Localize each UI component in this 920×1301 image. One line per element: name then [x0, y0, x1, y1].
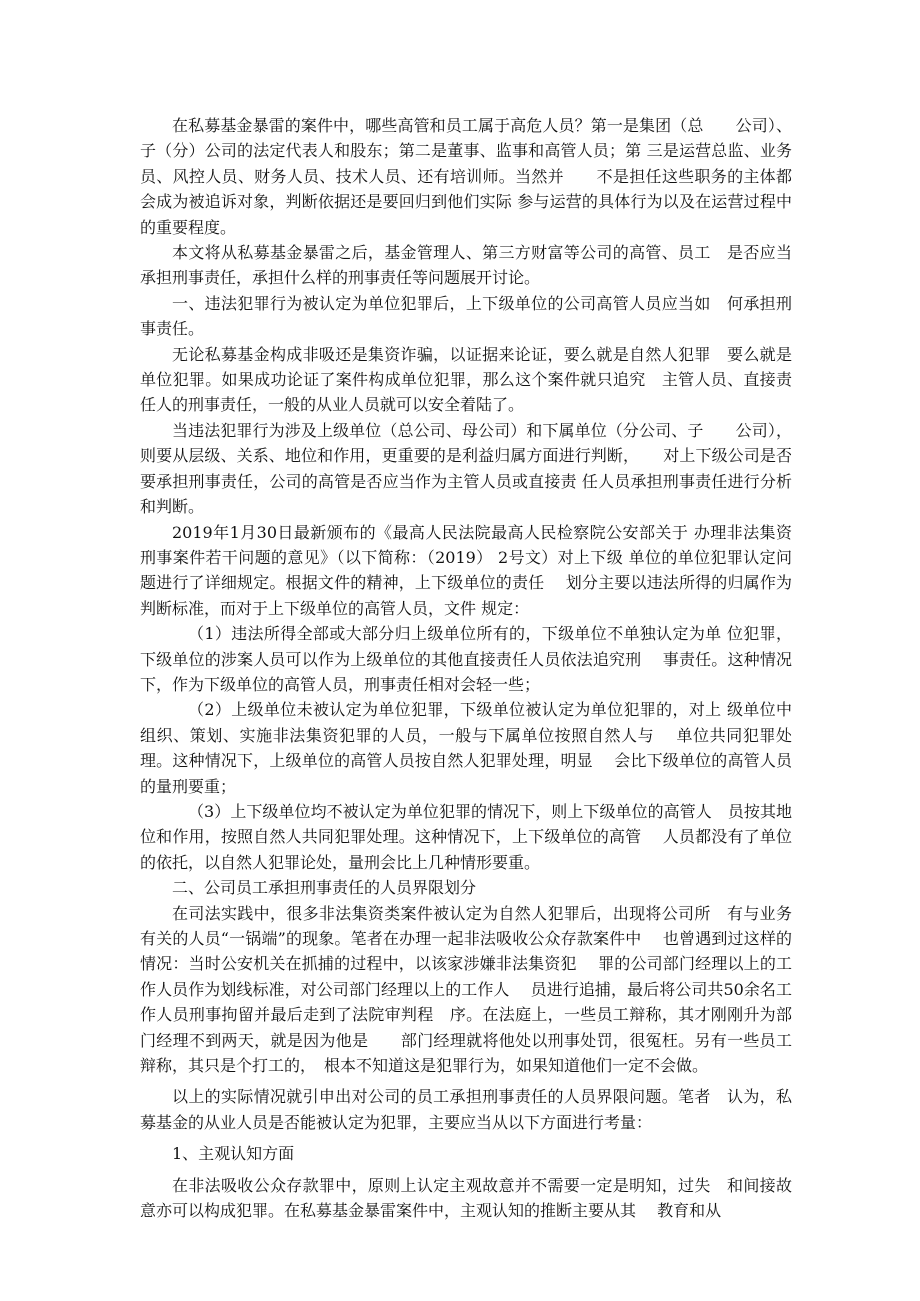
- list-item-2: （2）上级单位未被认定为单位犯罪，下级单位被认定为单位犯罪的，对上 级单位中组织、策划、实施非法集资犯罪的人员，一般与下属单位按照自然人与 单位共同犯罪处理。这种情况下，上级单位的高管人员按自然人犯罪处理，明显 会比下级单位的高管人员的量刑要重；: [140, 700, 792, 796]
- section-heading-1: 一、违法犯罪行为被认定为单位犯罪后，上下级单位的公司高管人员应当如 何承担刑事责任。: [140, 293, 792, 339]
- paragraph-2019-opinion: 2019年1月30日最新颁布的《最高人民法院最高人民检察院公安部关于 办理非法集资刑事案件若干问题的意见》（以下简称：（2019） 2号文）对上下级 单位的单位犯罪认定问题进行了详细规定。根据文件的精神，上下级单位的责任 划分主要以违法所得的归属作为判断标准，而对于上下级单位的高管人员，文件 规定：: [140, 522, 792, 618]
- paragraph-judicial-practice: 在司法实践中，很多非法集资类案件被认定为自然人犯罪后，出现将公司所 有与业务有关的人员“一锅端”的现象。笔者在办理一起非法吸收公众存款案件中 也曾遇到过这样的情况：当时公安机关在抓捕的过程中，以该家涉嫌非法集资犯 罪的公司部门经理以上的工作人员作为划线标准，对公司部门经理以上的工作人 员进行追捕，最后将公司共50余名工作人员刑事拘留并最后走到了法院审判程 序。在法庭上，一些员工辩称，其才刚刚升为部门经理不到两天，就是因为他是 部门经理就将他处以刑事处罚，很冤枉。另有一些员工辩称，其只是个打工的， 根本不知道这是犯罪行为，如果知道他们一定不会做。: [140, 903, 792, 1076]
- document-page: [140, 113, 792, 1223]
- paragraph-high-risk-personnel: 在私募基金暴雷的案件中，哪些高管和员工属于高危人员？第一是集团（总 公司）、子（分）公司的法定代表人和股东；第二是董事、监事和高管人员；第 三是运营总监、业务员、风控人员、财务人员、技术人员、还有培训师。当然并 不是担任这些职务的主体都会成为被追诉对象，判断依据还是要回归到他们实际 参与运营的具体行为以及在运营过程中的重要程度。: [140, 116, 792, 237]
- paragraph-article-scope: 本文将从私募基金暴雷之后，基金管理人、第三方财富等公司的高管、员工 是否应当承担刑事责任，承担什么样的刑事责任等问题展开讨论。: [140, 243, 792, 288]
- paragraph-natural-vs-unit-crime: 无论私募基金构成非吸还是集资诈骗，以证据来论证，要么就是自然人犯罪 要么就是单位犯罪。如果成功论证了案件构成单位犯罪，那么这个案件就只追究 主管人员、直接责任人的刑事责任，一般的从业人员就可以安全着陆了。: [140, 344, 792, 415]
- list-item-3: （3）上下级单位均不被认定为单位犯罪的情况下，则上下级单位的高管人 员按其地位和作用，按照自然人共同犯罪处理。这种情况下，上下级单位的高管 人员都没有了单位的依托，以自然人犯罪论处，量刑会比上几种情形要重。: [140, 801, 792, 872]
- list-item-1: （1）违法所得全部或大部分归上级单位所有的，下级单位不单独认定为单 位犯罪，下级单位的涉案人员可以作为上级单位的其他直接责任人员依法追究刑 事责任。这种情况下，作为下级单位的高管人员，刑事责任相对会轻一些；: [140, 624, 792, 694]
- paragraph-subjective-awareness: 在非法吸收公众存款罪中，原则上认定主观故意并不需要一定是明知，过失 和间接故意亦可以构成犯罪。在私募基金暴雷案件中，主观认知的推断主要从其 教育和从: [140, 1175, 792, 1221]
- section-heading-2: 二、公司员工承担刑事责任的人员界限划分: [172, 878, 477, 898]
- paragraph-personnel-boundary: 以上的实际情况就引申出对公司的员工承担刑事责任的人员界限问题。笔者 认为，私募基金的从业人员是否能被认定为犯罪，主要应当从以下方面进行考量：: [140, 1087, 792, 1132]
- paragraph-upper-lower-units: 当违法犯罪行为涉及上级单位（总公司、母公司）和下属单位（分公司、子 公司），则要从层级、关系、地位和作用，更重要的是利益归属方面进行判断， 对上下级公司是否要承担刑事责任，公司的高管是否应当作为主管人员或直接责 任人员承担刑事责任进行分析和判断。: [140, 420, 792, 517]
- subsection-heading-subjective: 1、主观认知方面: [172, 1144, 295, 1164]
